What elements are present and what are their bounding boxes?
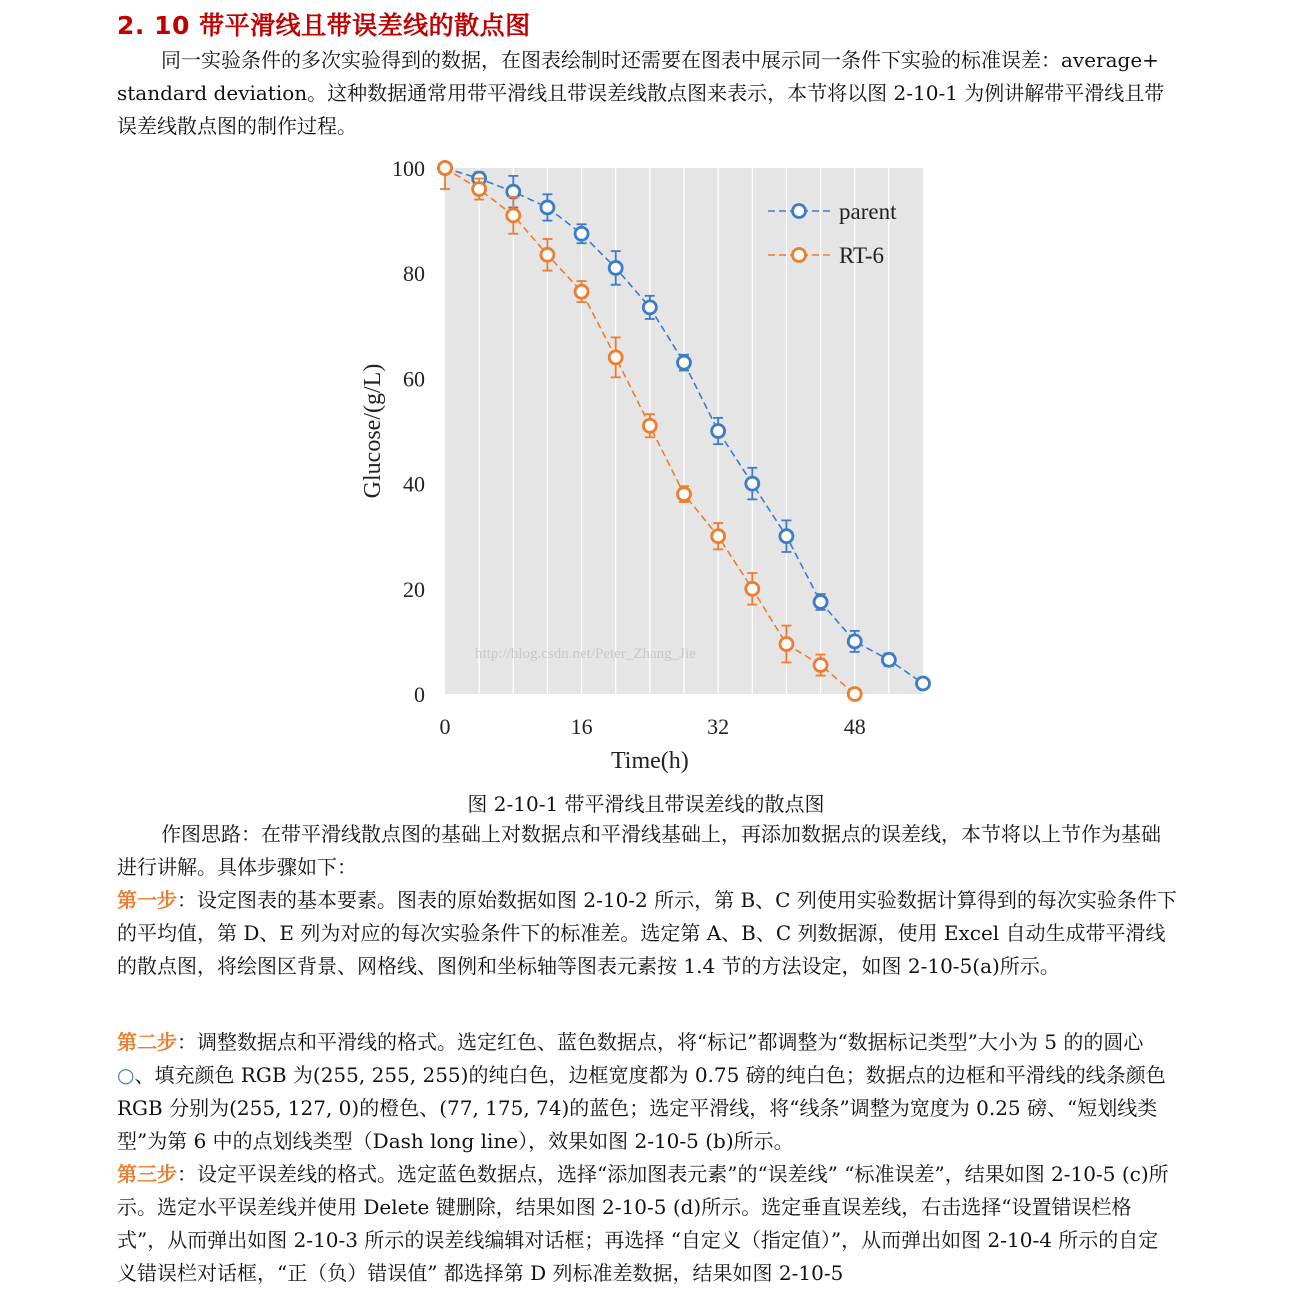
- step-1-label: 第一步: [117, 888, 177, 912]
- y-tick-label: 60: [403, 366, 425, 392]
- scatter-chart: [350, 150, 950, 780]
- step-2-text-after: 、填充颜色 RGB 为(255, 255, 255)的纯白色，边框宽度都为 0.75 磅的纯白色；数据点的边框和平滑线的线条颜色 RGB 分别为(255, 127, 0)的橙色、(77, 175, 74)的蓝色；选定平滑线，将“线条”调整为宽度为 0.25 磅、“短划线类型”为第 6 中的点划线类型（Dash long line），效果如图 2-10-5 (b)所示。: [117, 1063, 1166, 1153]
- data-point-parent: [712, 425, 725, 438]
- data-point-RT-6: [848, 688, 861, 701]
- step-3-label: 第三步: [117, 1162, 177, 1186]
- data-point-RT-6: [575, 285, 588, 298]
- y-tick-label: 0: [414, 682, 425, 707]
- figure-caption: 图 2-10-1 带平滑线且带误差线的散点图: [467, 792, 825, 816]
- section-heading: 2. 10 带平滑线且带误差线的散点图: [117, 11, 531, 40]
- y-axis-title: Glucose/(g/L): [360, 363, 386, 499]
- data-point-RT-6: [746, 582, 759, 595]
- data-point-parent: [848, 635, 861, 648]
- step-1-paragraph: [117, 884, 1177, 983]
- legend-marker-RT-6: [793, 249, 806, 262]
- y-tick-label: 80: [403, 261, 425, 287]
- data-point-RT-6: [609, 351, 622, 364]
- data-point-parent: [609, 261, 622, 274]
- step-2-text-before: 调整数据点和平滑线的格式。选定红色、蓝色数据点，将“标记”都调整为“数据标记类型”大小为 5 的的圆心: [197, 1030, 1144, 1054]
- data-point-RT-6: [507, 209, 520, 222]
- data-point-parent: [746, 477, 759, 490]
- step-2-label: 第二步: [117, 1030, 177, 1054]
- x-tick-label: 0: [439, 714, 451, 739]
- x-tick-label: 32: [707, 714, 730, 739]
- y-tick-label: 100: [392, 156, 425, 181]
- circle-marker-icon: ○: [117, 1063, 135, 1087]
- data-point-RT-6: [814, 659, 827, 672]
- step-2-paragraph: [117, 1026, 1177, 1158]
- data-point-RT-6: [643, 419, 656, 432]
- data-point-RT-6: [541, 248, 554, 261]
- watermark-text: http://blog.csdn.net/Peter_Zhang_Jie: [475, 646, 696, 662]
- data-point-parent: [541, 201, 554, 214]
- step-2-separator: ：: [177, 1030, 197, 1054]
- data-point-parent: [780, 530, 793, 543]
- data-point-parent: [917, 677, 930, 690]
- y-tick-label: 20: [403, 576, 425, 602]
- legend-label-RT-6: RT-6: [839, 243, 885, 268]
- data-point-RT-6: [780, 638, 793, 651]
- step-3-text: 设定平误差线的格式。选定蓝色数据点，选择“添加图表元素”的“误差线” “标准误差”，结果如图 2-10-5 (c)所示。选定水平误差线并使用 Delete 键删除，结果如图 2-10-5 (d)所示。选定垂直误差线，右击选择“设置错误栏格式”，从而弹出如图 2-10-3 所示的误差线编辑对话框；再选择 “自定义（指定值）”，从而弹出如图 2-10-4 所示的自定义错误栏对话框，“正（负）错误值” 都选择第 D 列标准差数据，结果如图 2-10-5: [117, 1162, 1169, 1285]
- step-3-separator: ：: [177, 1162, 197, 1186]
- legend-marker-parent: [793, 205, 806, 218]
- data-point-parent: [575, 227, 588, 240]
- x-tick-label: 16: [570, 714, 593, 739]
- step-1-separator: ：: [177, 888, 197, 912]
- y-tick-label: 40: [403, 471, 425, 497]
- data-point-RT-6: [712, 530, 725, 543]
- intro-paragraph: 同一实验条件的多次实验得到的数据，在图表绘制时还需要在图表中展示同一条件下实验的标准误差：average+ standard deviation。这种数据通常用带平滑线且带误差线散点图来表示，本节将以图 2-10-1 为例讲解带平滑线且带误差线散点图的制作过程。: [117, 48, 1165, 138]
- data-point-parent: [814, 595, 827, 608]
- data-point-RT-6: [439, 162, 452, 175]
- data-point-parent: [882, 653, 895, 666]
- x-tick-label: 48: [843, 714, 866, 739]
- legend-label-parent: parent: [839, 199, 897, 224]
- data-point-parent: [678, 356, 691, 369]
- x-axis-title: Time(h): [610, 748, 689, 774]
- data-point-RT-6: [473, 183, 486, 196]
- step-1-text: 设定图表的基本要素。图表的原始数据如图 2-10-2 所示，第 B、C 列使用实验数据计算得到的每次实验条件下的平均值，第 D、E 列为对应的每次实验条件下的标准差。选定第 A、B、C 列数据源，使用 Excel 自动生成带平滑线的散点图，将绘图区背景、网格线、图例和坐标轴等图表元素按 1.4 节的方法设定，如图 2-10-5(a)所示。: [117, 888, 1177, 978]
- data-point-RT-6: [678, 488, 691, 501]
- step-3-paragraph: [117, 1158, 1177, 1290]
- idea-paragraph: 作图思路：在带平滑线散点图的基础上对数据点和平滑线基础上，再添加数据点的误差线，本节将以上节作为基础进行讲解。具体步骤如下：: [117, 822, 1161, 879]
- data-point-parent: [643, 301, 656, 314]
